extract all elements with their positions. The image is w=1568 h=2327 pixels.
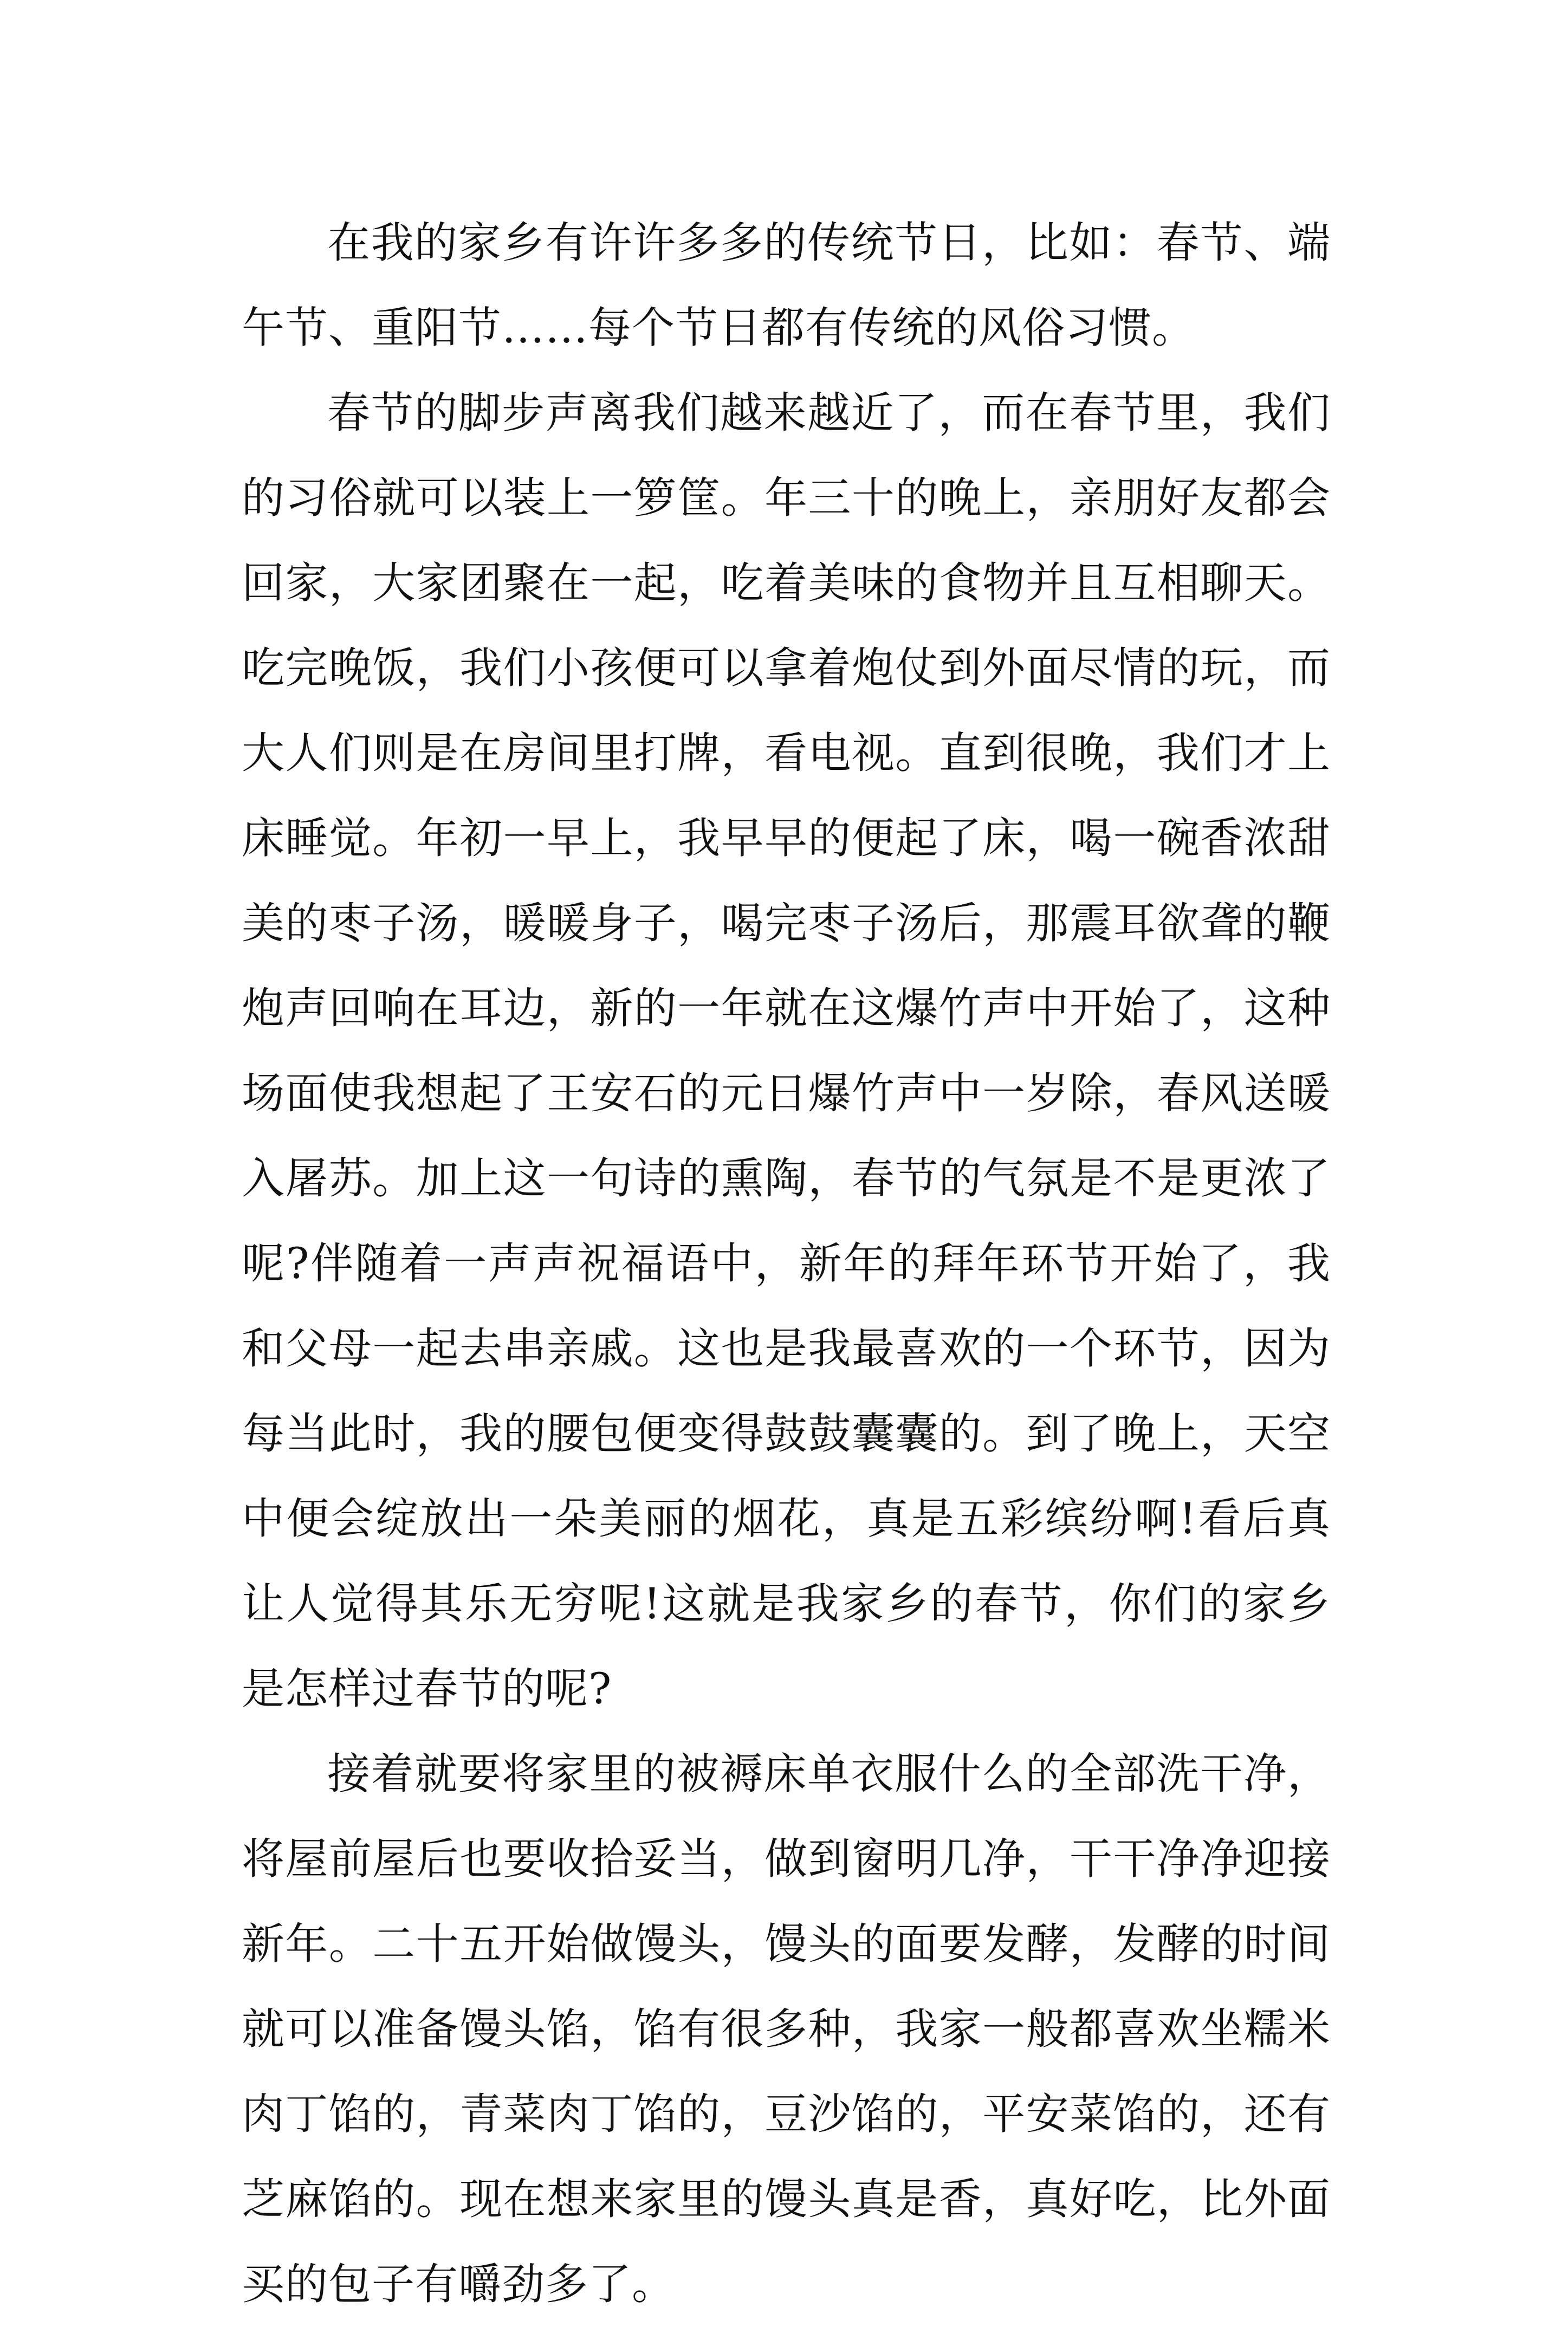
paragraph-preparations: 接着就要将家里的被褥床单衣服什么的全部洗干净，将屋前屋后也要收拾妥当，做到窗明几净，干干净净迎接新年。二十五开始做馒头，馒头的面要发酵，发酵的时间就可以准备馒头馅，馅有很多种，我家一般都喜欢坐糯米肉丁馅的，青菜肉丁馅的，豆沙馅的，平安菜馅的，还有芝麻馅的。现在想来家里的馒头真是香，真好吃，比外面买的包子有嚼劲多了。	[242, 1749, 1331, 2309]
essay-body	[242, 200, 1331, 2327]
paragraph-spring-festival: 春节的脚步声离我们越来越近了，而在春节里，我们的习俗就可以装上一箩筐。年三十的晚上，亲朋好友都会回家，大家团聚在一起，吃着美味的食物并且互相聊天。吃完晚饭，我们小孩便可以拿着炮仗到外面尽情的玩，而大人们则是在房间里打牌，看电视。直到很晚，我们才上床睡觉。年初一早上，我早早的便起了床，喝一碗香浓甜美的枣子汤，暖暖身子，喝完枣子汤后，那震耳欲聋的鞭炮声回响在耳边，新的一年就在这爆竹声中开始了，这种场面使我想起了王安石的元日爆竹声中一岁除，春风送暖入屠苏。加上这一句诗的熏陶，春节的气氛是不是更浓了呢?伴随着一声声祝福语中，新年的拜年环节开始了，我和父母一起去串亲戚。这也是我最喜欢的一个环节，因为每当此时，我的腰包便变得鼓鼓囊囊的。到了晚上，天空中便会绽放出一朵美丽的烟花，真是五彩缤纷啊!看后真让人觉得其乐无穷呢!这就是我家乡的春节，你们的家乡是怎样过春节的呢?	[242, 388, 1331, 1714]
paragraph-intro: 在我的家乡有许许多多的传统节日，比如：春节、端午节、重阳节……每个节日都有传统的风俗习惯。	[242, 218, 1331, 353]
